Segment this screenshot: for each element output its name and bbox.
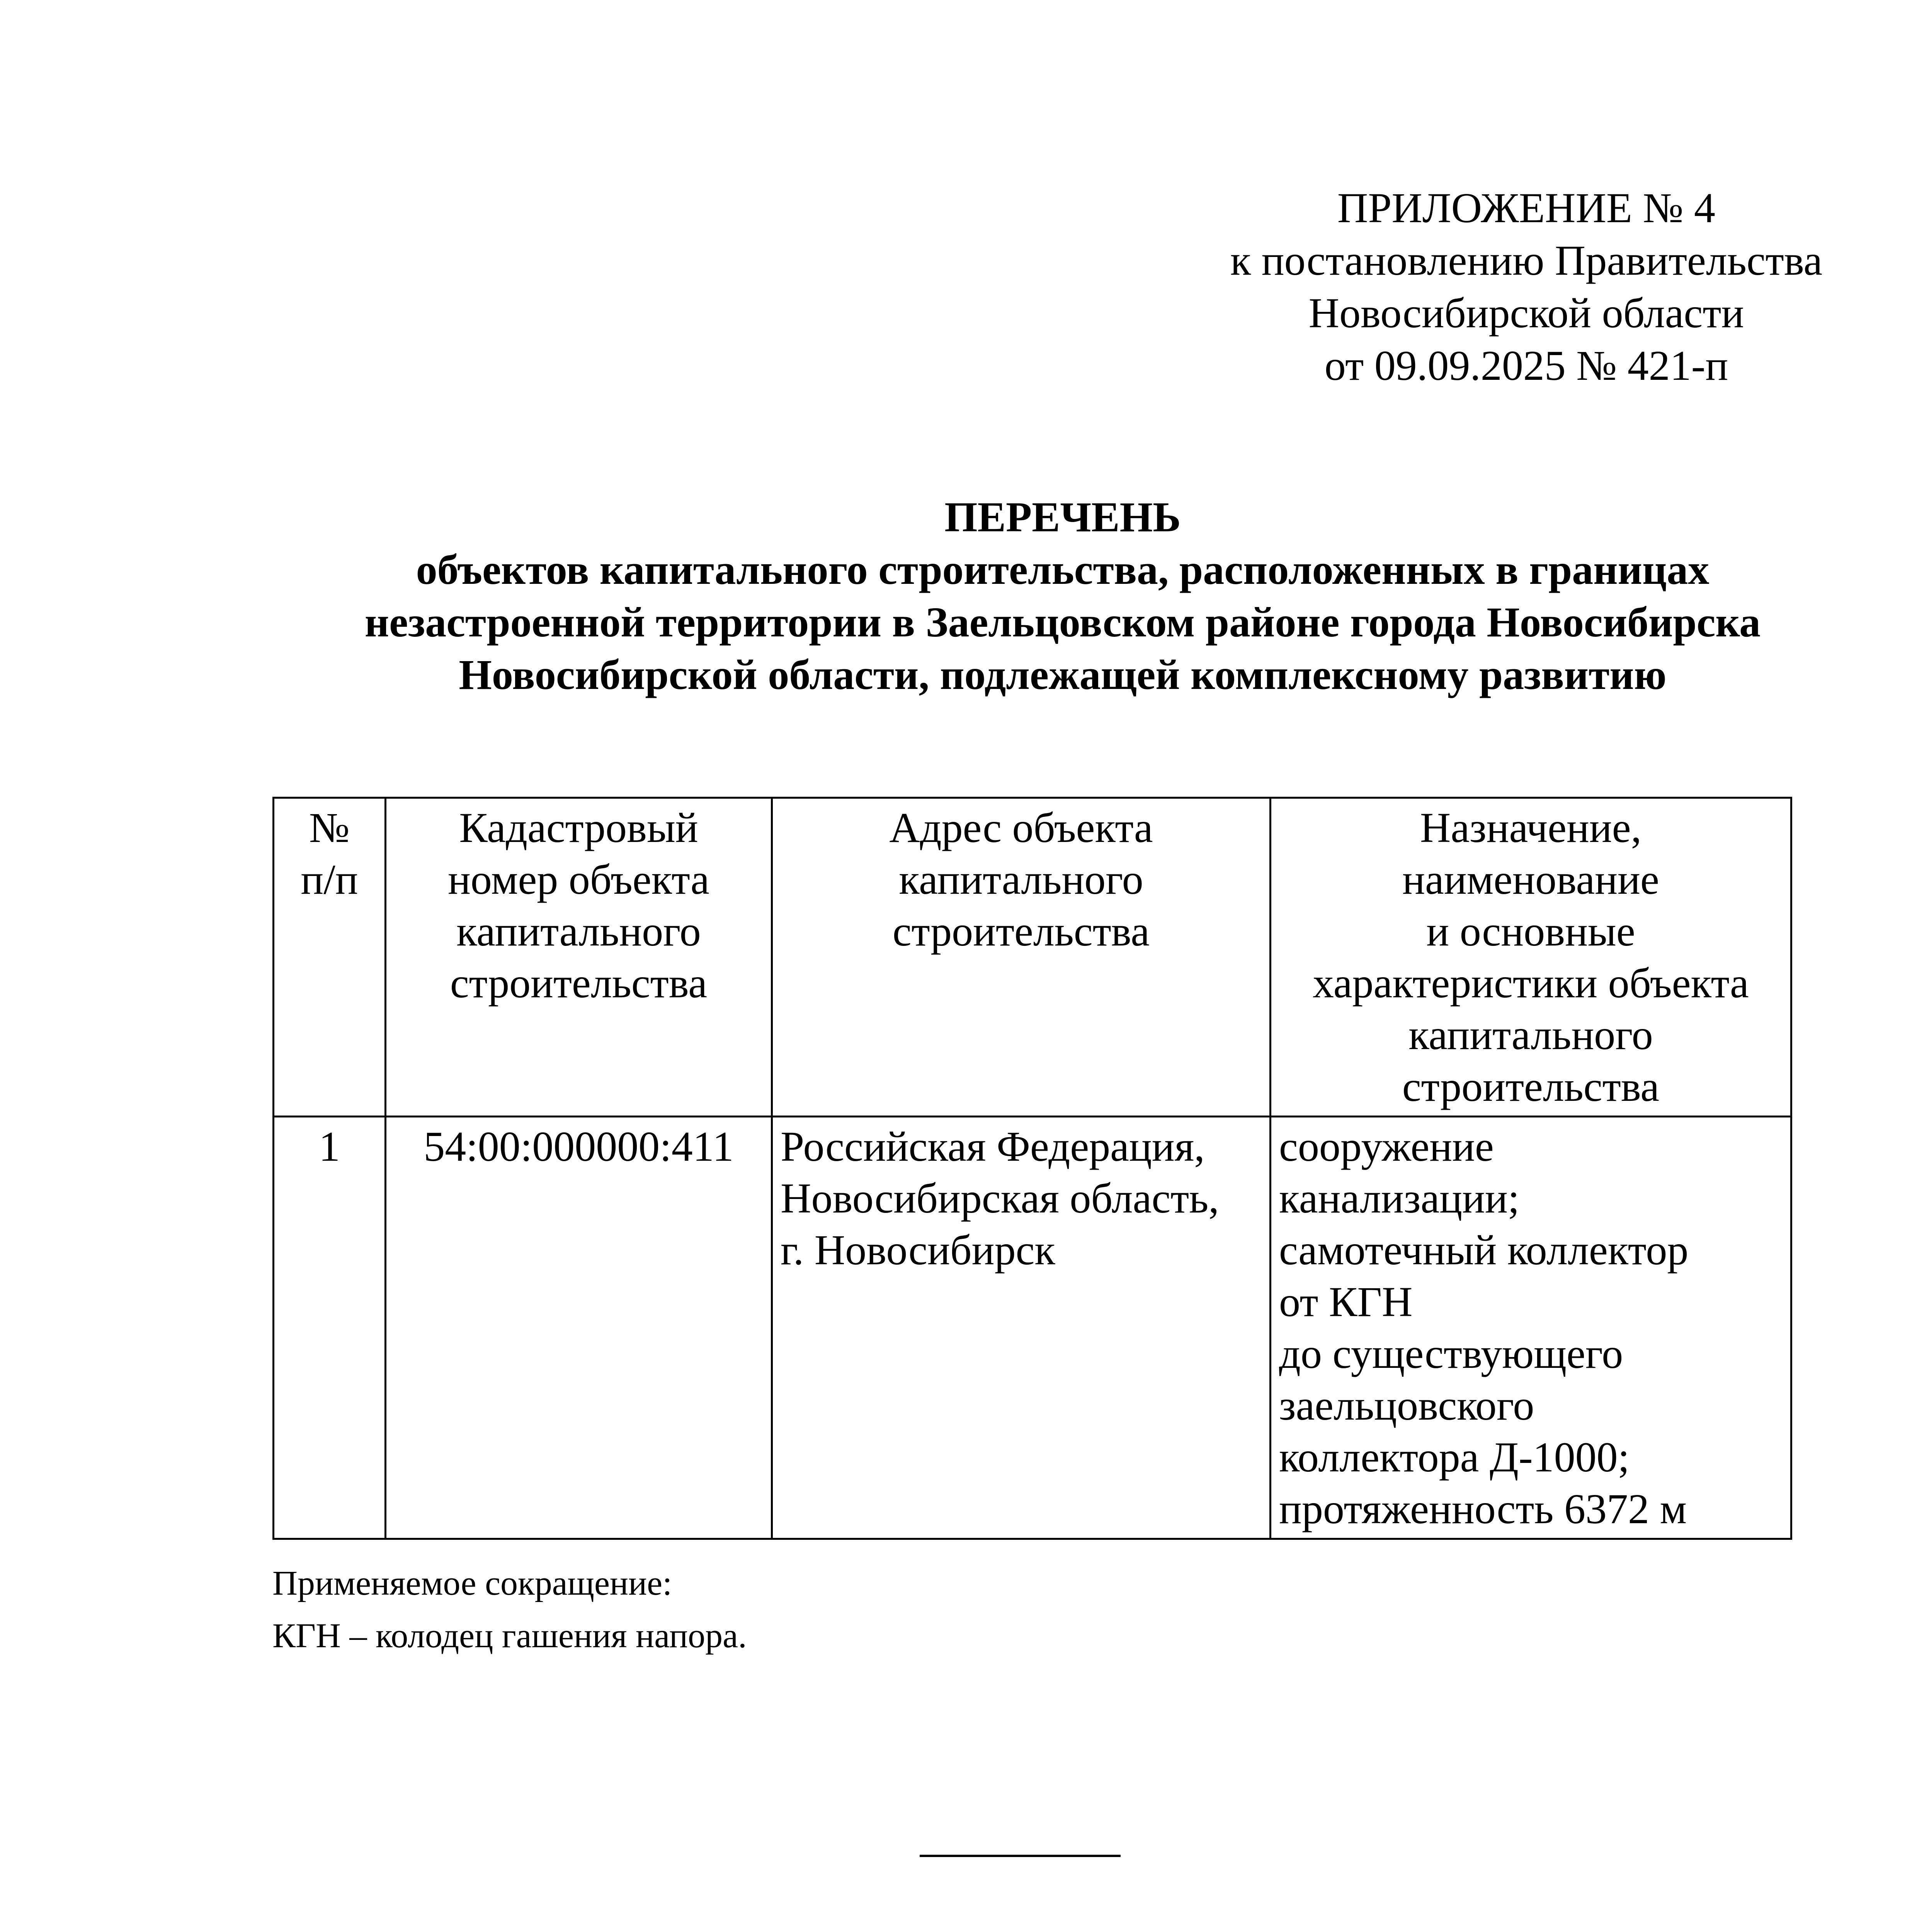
table-row (274, 1117, 1791, 1539)
objects-table (272, 797, 1792, 1540)
document-title (270, 491, 1855, 701)
title-line-3: Новосибирской области, подлежащей комплексному развитию (459, 651, 1667, 698)
abbreviation-heading: Применяемое сокращение: (272, 1564, 672, 1602)
appendix-number: ПРИЛОЖЕНИЕ № 4 (1337, 184, 1716, 231)
cell-number: 1 (274, 1117, 386, 1539)
header-address: Адрес объекта капитального строительства (772, 798, 1271, 1117)
header-cadastral-number: Кадастровый номер объекта капитального строительства (386, 798, 772, 1117)
abbreviation-note (272, 1557, 747, 1662)
cell-purpose: сооружение канализации; самотечный коллектор от КГН до существующего заельцовского коллектора Д-1000; протяженность 6372 м (1271, 1117, 1791, 1539)
header-number: № п/п (274, 798, 386, 1117)
cell-address: Российская Федерация, Новосибирская область, г. Новосибирск (772, 1117, 1271, 1539)
title-heading: ПЕРЕЧЕНЬ (944, 493, 1181, 541)
appendix-region: Новосибирской области (1308, 289, 1744, 337)
appendix-date-number: от 09.09.2025 № 421-п (1324, 342, 1728, 389)
table-header-row (274, 798, 1791, 1117)
appendix-header (1179, 182, 1874, 392)
end-of-document-line (920, 1855, 1121, 1857)
cell-cadastral-number: 54:00:000000:411 (386, 1117, 772, 1539)
appendix-reference: к постановлению Правительства (1230, 237, 1823, 284)
abbreviation-definition: КГН – колодец гашения напора. (272, 1617, 747, 1655)
title-line-2: незастроенной территории в Заельцовском районе города Новосибирска (364, 599, 1761, 646)
title-line-1: объектов капитального строительства, расположенных в границах (416, 546, 1709, 593)
header-purpose: Назначение, наименование и основные характеристики объекта капитального строительства (1271, 798, 1791, 1117)
